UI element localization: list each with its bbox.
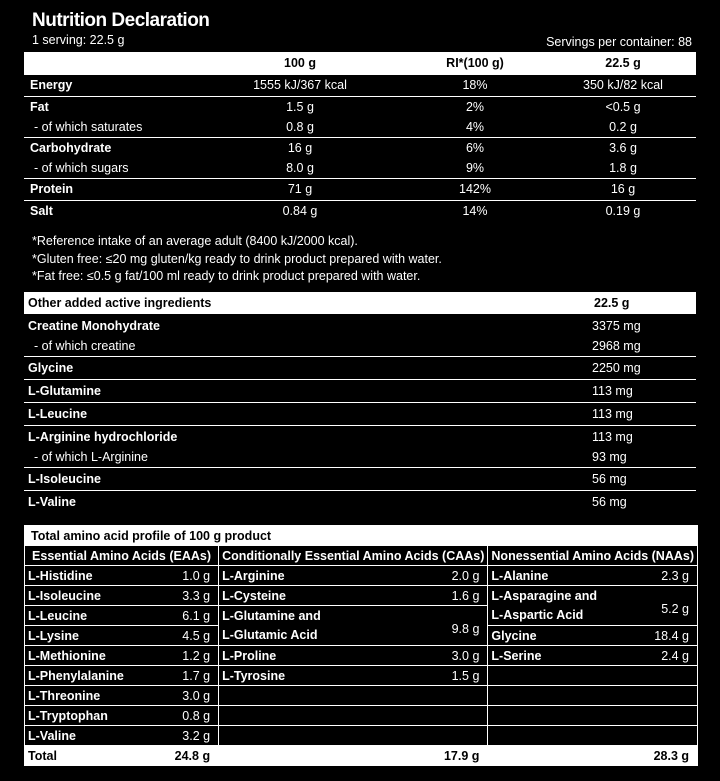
value-serving: 16 g bbox=[610, 182, 636, 196]
value-100g: 0.84 g bbox=[282, 204, 318, 219]
ingredient-value: 3375 mg bbox=[592, 318, 641, 333]
nutrition-row bbox=[24, 74, 696, 96]
amino-row bbox=[25, 706, 698, 726]
naa-name: L-Asparagine and bbox=[488, 586, 609, 606]
active-row bbox=[24, 448, 696, 467]
total-caa: 17.9 g bbox=[391, 746, 488, 766]
eaa-value: 3.0 g bbox=[145, 686, 218, 706]
ingredient-name: L-Arginine hydrochloride bbox=[28, 429, 178, 444]
amino-row bbox=[25, 666, 698, 686]
caa-value: 2.0 g bbox=[391, 566, 488, 586]
value-100g: 1555 kJ/367 kcal bbox=[253, 78, 347, 92]
col-serving: 22.5 g bbox=[550, 52, 696, 74]
active-row bbox=[24, 337, 696, 356]
value-100g: 8.0 g bbox=[286, 161, 314, 176]
active-header: Other added active ingredients bbox=[24, 292, 514, 314]
ingredient-name: L-Valine bbox=[28, 494, 76, 509]
eaa-value: 1.7 g bbox=[145, 666, 218, 686]
caa-value: 3.0 g bbox=[391, 646, 488, 666]
ingredient-value: 93 mg bbox=[592, 450, 627, 465]
amino-title: Total amino acid profile of 100 g product bbox=[25, 526, 698, 546]
eaa-name: L-Phenylalanine bbox=[25, 666, 146, 686]
eaa-value: 4.5 g bbox=[145, 626, 218, 646]
caa-value: 1.6 g bbox=[391, 586, 488, 606]
naa-value: 5.2 g bbox=[609, 596, 698, 616]
amino-row bbox=[25, 606, 698, 626]
naa-header: Nonessential Amino Acids (NAAs) bbox=[488, 546, 698, 566]
ingredient-value: 56 mg bbox=[592, 471, 627, 486]
amino-row bbox=[25, 566, 698, 586]
eaa-value: 6.1 g bbox=[145, 606, 218, 626]
eaa-value: 3.2 g bbox=[145, 726, 218, 746]
ingredient-value: 2250 mg bbox=[592, 360, 641, 375]
servings-per-container: Servings per container: 88 bbox=[546, 35, 692, 49]
eaa-value: 3.3 g bbox=[145, 586, 218, 606]
naa-name: Glycine bbox=[488, 626, 609, 646]
ingredient-value: 56 mg bbox=[592, 494, 627, 509]
caa-value: 9.8 g bbox=[391, 616, 488, 636]
nutrient-name: - of which saturates bbox=[34, 120, 143, 135]
nutrient-name: Energy bbox=[30, 78, 73, 92]
active-row bbox=[24, 425, 696, 448]
caa-header: Conditionally Essential Amino Acids (CAAs) bbox=[219, 546, 488, 566]
value-serving: <0.5 g bbox=[605, 100, 641, 115]
value-serving: 0.2 g bbox=[609, 120, 637, 135]
eaa-name: L-Valine bbox=[25, 726, 146, 746]
nutrition-row bbox=[24, 118, 696, 137]
nutrient-name: Protein bbox=[30, 182, 74, 196]
caa-name: L-Proline bbox=[219, 646, 391, 666]
value-serving: 0.19 g bbox=[605, 204, 641, 219]
active-row bbox=[24, 467, 696, 490]
naa-name: L-Serine bbox=[488, 646, 609, 666]
caa-name: L-Tyrosine bbox=[219, 666, 391, 686]
eaa-name: L-Leucine bbox=[25, 606, 146, 626]
caa-name: L-Arginine bbox=[219, 566, 391, 586]
caa-name: L-Glutamine and bbox=[219, 606, 391, 626]
amino-row bbox=[25, 726, 698, 746]
active-row bbox=[24, 314, 696, 337]
active-row bbox=[24, 356, 696, 379]
eaa-value: 1.2 g bbox=[145, 646, 218, 666]
nutrition-table bbox=[24, 52, 696, 222]
nutrition-row bbox=[24, 96, 696, 118]
ingredient-value: 113 mg bbox=[592, 429, 633, 444]
amino-row bbox=[25, 626, 698, 646]
nutrition-row bbox=[24, 159, 696, 178]
note-ri: *Reference intake of an average adult (8400 kJ/2000 kcal). bbox=[32, 234, 358, 248]
ingredient-name: Glycine bbox=[28, 360, 74, 375]
nutrient-name: Salt bbox=[30, 204, 53, 219]
eaa-name: L-Threonine bbox=[25, 686, 146, 706]
ingredient-name: L-Glutamine bbox=[28, 383, 101, 398]
ingredient-name: - of which L-Arginine bbox=[34, 450, 148, 465]
eaa-name: L-Lysine bbox=[25, 626, 146, 646]
eaa-header: Essential Amino Acids (EAAs) bbox=[25, 546, 219, 566]
amino-title-row bbox=[25, 526, 698, 546]
amino-total-row bbox=[25, 746, 698, 766]
value-ri: 142% bbox=[459, 182, 491, 196]
value-ri: 14% bbox=[462, 204, 488, 219]
active-serving-header: 22.5 g bbox=[514, 292, 696, 314]
amino-acid-table bbox=[24, 525, 698, 766]
active-header-row bbox=[24, 292, 696, 314]
value-serving: 1.8 g bbox=[609, 161, 637, 176]
value-serving: 3.6 g bbox=[609, 141, 637, 156]
nutrition-row bbox=[24, 178, 696, 200]
total-eaa: 24.8 g bbox=[145, 746, 218, 766]
nutrition-row bbox=[24, 137, 696, 159]
eaa-name: L-Methionine bbox=[25, 646, 146, 666]
ingredient-name: L-Isoleucine bbox=[28, 471, 101, 486]
ingredient-value: 113 mg bbox=[592, 383, 633, 398]
eaa-name: L-Isoleucine bbox=[25, 586, 146, 606]
amino-row bbox=[25, 686, 698, 706]
naa-name: L-Aspartic Acid bbox=[488, 606, 609, 626]
value-ri: 9% bbox=[465, 161, 485, 176]
value-ri: 4% bbox=[465, 120, 485, 135]
nutrient-name: Fat bbox=[30, 100, 49, 115]
active-row bbox=[24, 490, 696, 513]
active-ingredients-table bbox=[24, 292, 696, 513]
amino-row bbox=[25, 646, 698, 666]
total-naa: 28.3 g bbox=[609, 746, 698, 766]
caa-value: 1.5 g bbox=[391, 666, 488, 686]
value-ri: 2% bbox=[465, 100, 485, 115]
nutrient-name: Carbohydrate bbox=[30, 141, 112, 156]
active-row bbox=[24, 379, 696, 402]
caa-name: L-Cysteine bbox=[219, 586, 391, 606]
value-ri: 6% bbox=[465, 141, 485, 156]
caa-name: L-Glutamic Acid bbox=[219, 626, 391, 646]
ingredient-value: 113 mg bbox=[592, 406, 633, 421]
amino-group-header-row bbox=[25, 546, 698, 566]
value-100g: 0.8 g bbox=[286, 120, 314, 135]
eaa-value: 0.8 g bbox=[145, 706, 218, 726]
value-ri: 18% bbox=[462, 78, 488, 92]
note-fat: *Fat free: ≤0.5 g fat/100 ml ready to drink product prepared with water. bbox=[32, 269, 421, 283]
eaa-name: L-Tryptophan bbox=[25, 706, 146, 726]
col-ri: RI*(100 g) bbox=[400, 52, 550, 74]
amino-row bbox=[25, 586, 698, 606]
active-row bbox=[24, 402, 696, 425]
naa-value: 18.4 g bbox=[609, 626, 698, 646]
notes bbox=[32, 233, 442, 286]
ingredient-name: Creatine Monohydrate bbox=[28, 318, 160, 333]
naa-name: L-Alanine bbox=[488, 566, 609, 586]
nutrition-row bbox=[24, 200, 696, 222]
total-label: Total bbox=[25, 746, 146, 766]
naa-value: 2.3 g bbox=[609, 566, 698, 586]
naa-value: 2.4 g bbox=[609, 646, 698, 666]
note-gluten: *Gluten free: ≤20 mg gluten/kg ready to drink product prepared with water. bbox=[32, 251, 442, 266]
ingredient-value: 2968 mg bbox=[592, 339, 641, 354]
eaa-value: 1.0 g bbox=[145, 566, 218, 586]
page-title: Nutrition Declaration bbox=[32, 10, 210, 31]
nutrition-header-row bbox=[24, 52, 696, 74]
value-100g: 71 g bbox=[287, 182, 313, 196]
value-serving: 350 kJ/82 kcal bbox=[583, 78, 663, 92]
value-100g: 1.5 g bbox=[286, 100, 314, 115]
eaa-name: L-Histidine bbox=[25, 566, 146, 586]
ingredient-name: - of which creatine bbox=[34, 339, 136, 354]
serving-size: 1 serving: 22.5 g bbox=[32, 33, 125, 47]
ingredient-name: L-Leucine bbox=[28, 406, 88, 421]
nutrient-name: - of which sugars bbox=[34, 161, 129, 176]
value-100g: 16 g bbox=[287, 141, 313, 156]
col-100g: 100 g bbox=[200, 52, 400, 74]
